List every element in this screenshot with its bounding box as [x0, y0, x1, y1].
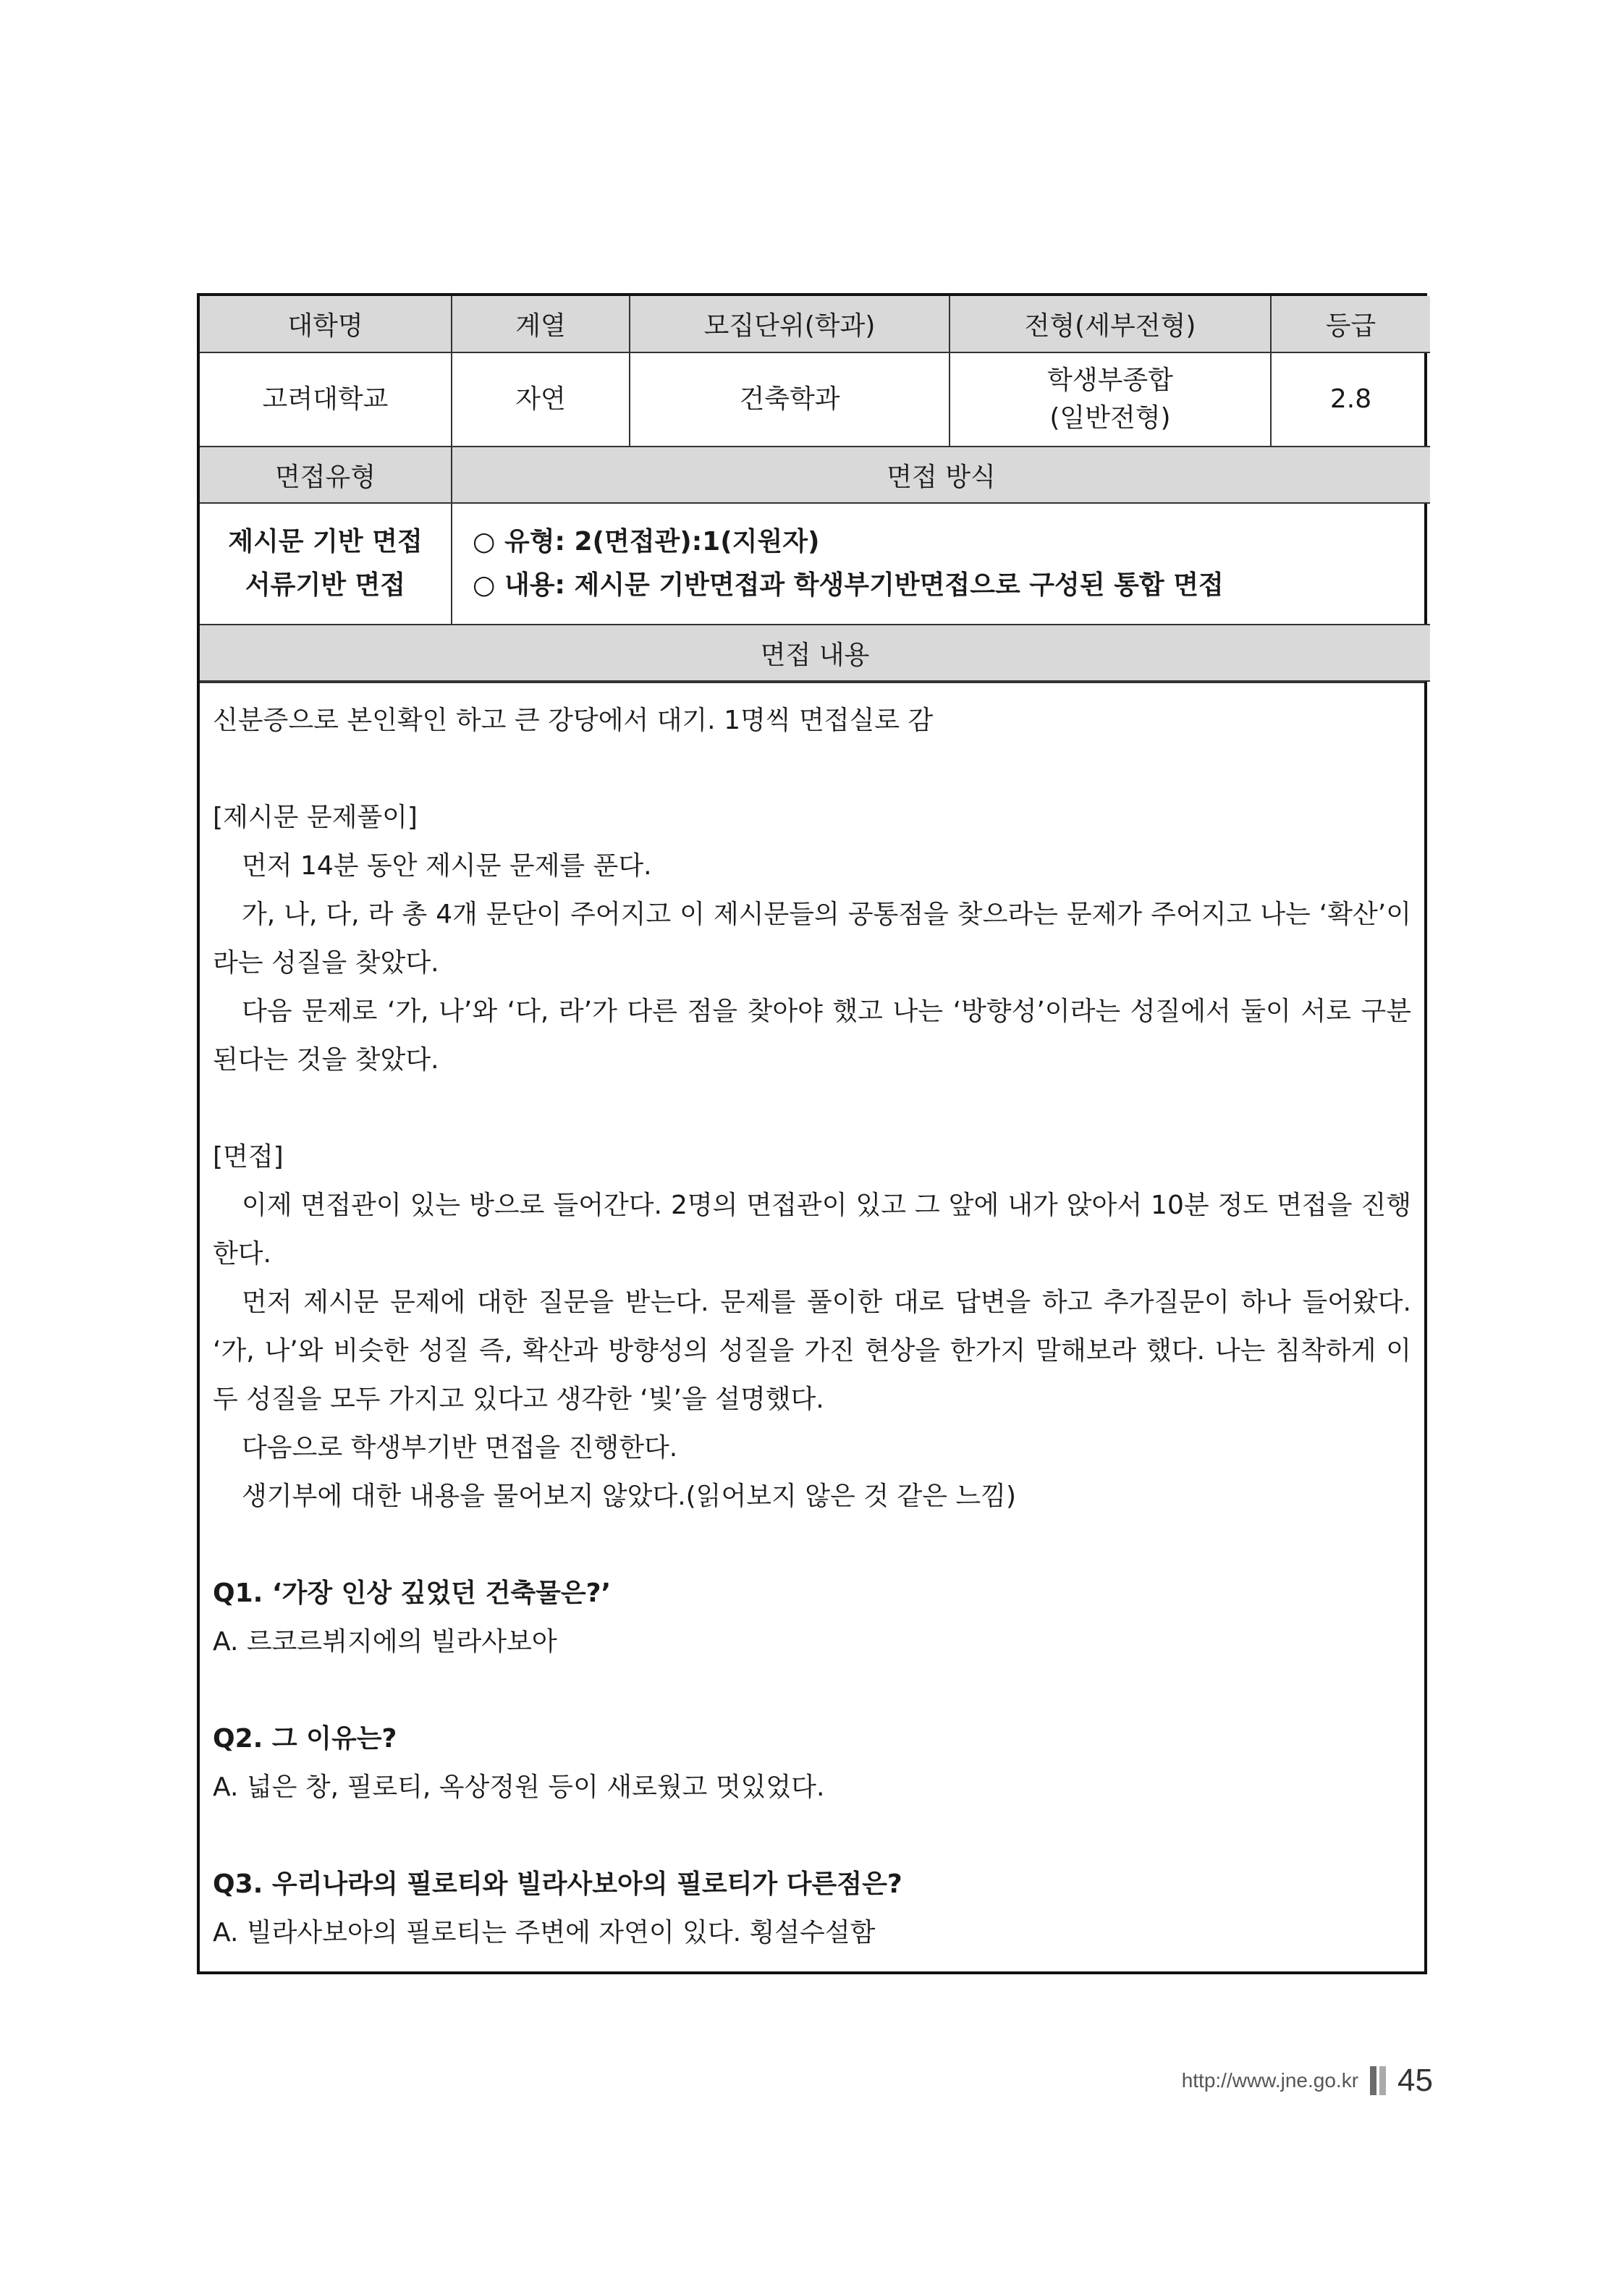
- header-department: 모집단위(학과): [630, 296, 950, 352]
- section-title-problem: [제시문 문제풀이]: [213, 803, 418, 832]
- cell-department: 건축학과: [630, 352, 950, 447]
- data-row: [200, 352, 1430, 447]
- admission-type: 학생부종합: [1047, 365, 1173, 395]
- answer-3: A. 빌라사보아의 필로티는 주변에 자연이 있다. 횡설수설함: [213, 1918, 876, 1948]
- method-line-format: [473, 520, 1424, 564]
- answer-2: A. 넓은 창, 필로티, 옥상정원 등이 새로웠고 멋있었다.: [213, 1772, 825, 1802]
- interview-type-cell: [200, 503, 452, 625]
- header-admission: 전형(세부전형): [950, 296, 1271, 352]
- paragraph: 다음으로 학생부기반 면접을 진행한다.: [242, 1433, 678, 1463]
- footer-url[interactable]: http://www.jne.go.kr: [1181, 2069, 1359, 2092]
- header-university: 대학명: [200, 296, 452, 352]
- page-number: 45: [1397, 2063, 1433, 2098]
- circle-bullet-icon: ○: [473, 527, 496, 557]
- admission-subtype: (일반전형): [1049, 403, 1171, 433]
- content-header-row: [200, 625, 1430, 681]
- interview-type-row: [200, 503, 1430, 625]
- interview-type-2: 서류기반 면접: [245, 570, 406, 600]
- interview-header-row: [200, 447, 1430, 503]
- page-footer: [1129, 2059, 1433, 2102]
- interview-type-header: 면접유형: [200, 447, 452, 503]
- header-field: 계열: [452, 296, 630, 352]
- paragraph: 먼저 14분 동안 제시문 문제를 푼다.: [242, 851, 652, 881]
- circle-bullet-icon: ○: [473, 570, 496, 600]
- answer-1: A. 르코르뷔지에의 빌라사보아: [213, 1627, 557, 1657]
- interview-method-header: 면접 방식: [452, 447, 1430, 503]
- interview-content: [200, 682, 1424, 1971]
- section-title-interview: [면접]: [213, 1142, 284, 1172]
- header-row: [200, 296, 1430, 352]
- header-grade: 등급: [1271, 296, 1430, 352]
- method-line-content: [473, 564, 1424, 607]
- content-header: 면접 내용: [200, 625, 1430, 681]
- cell-field: 자연: [452, 352, 630, 447]
- page-divider-bar: [1370, 2066, 1386, 2095]
- paragraph: 다음 문제로 ‘가, 나’와 ‘다, 라’가 다른 점을 찾아야 했고 나는 ‘방향성’이라는 성질에서 둘이 서로 구분된다는 것을 찾았다.: [213, 997, 1411, 1075]
- question-2: Q2. 그 이유는?: [213, 1724, 397, 1754]
- cell-university: 고려대학교: [200, 352, 452, 447]
- interview-method-cell: [452, 503, 1430, 625]
- interview-type-1: 제시문 기반 면접: [228, 527, 423, 557]
- method-content-label: 내용:: [504, 570, 565, 600]
- interview-report-sheet: [197, 293, 1427, 1974]
- paragraph: 먼저 제시문 문제에 대한 질문을 받는다. 문제를 풀이한 대로 답변을 하고 추가질문이 하나 들어왔다. ‘가, 나’와 비슷한 성질 즉, 확산과 방향성의 성질을 가진 현상을 한가지 말해보라 했다. 나는 침착하게 이 두 성질을 모두 가지고 있다고 생각한 ‘빛’을 설명했다.: [213, 1288, 1411, 1414]
- cell-grade: 2.8: [1271, 352, 1430, 447]
- paragraph: 이제 면접관이 있는 방으로 들어간다. 2명의 면접관이 있고 그 앞에 내가 앉아서 10분 정도 면접을 진행한다.: [213, 1191, 1411, 1269]
- paragraph: 생기부에 대한 내용을 물어보지 않았다.(읽어보지 않은 것 같은 느낌): [242, 1481, 1017, 1511]
- method-format-label: 유형:: [504, 527, 565, 557]
- info-table: [200, 296, 1430, 682]
- method-content-text: 제시문 기반면접과 학생부기반면접으로 구성된 통합 면접: [574, 570, 1224, 600]
- cell-admission: [950, 352, 1271, 447]
- paragraph: 가, 나, 다, 라 총 4개 문단이 주어지고 이 제시문들의 공통점을 찾으라는 문제가 주어지고 나는 ‘확산’이라는 성질을 찾았다.: [213, 900, 1411, 978]
- intro-text: 신분증으로 본인확인 하고 큰 강당에서 대기. 1명씩 면접실로 감: [213, 706, 934, 735]
- method-format-text: 2(면접관):1(지원자): [574, 527, 820, 557]
- question-3: Q3. 우리나라의 필로티와 빌라사보아의 필로티가 다른점은?: [213, 1869, 902, 1899]
- question-1: Q1. ‘가장 인상 깊었던 건축물은?’: [213, 1578, 612, 1608]
